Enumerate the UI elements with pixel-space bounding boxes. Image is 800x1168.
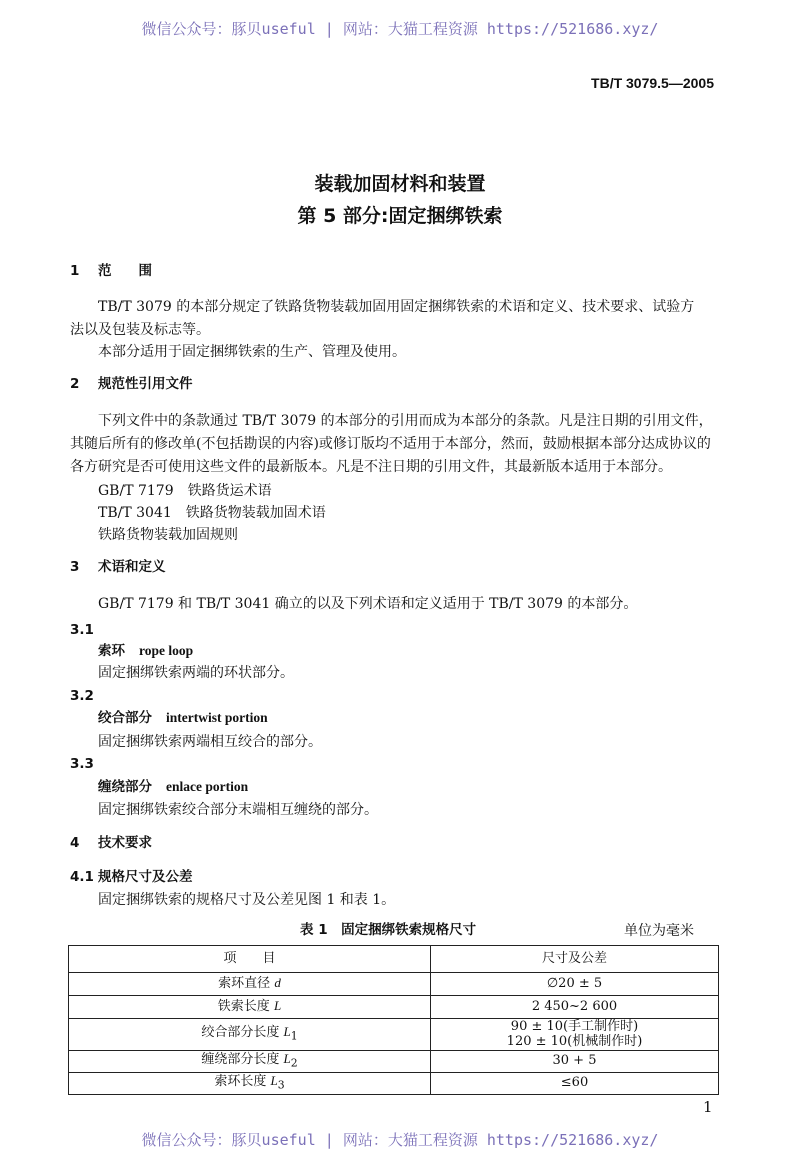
reference-item: GB/T 7179 铁路货运术语 bbox=[98, 483, 272, 499]
value-cell: 30 + 5 bbox=[431, 1051, 719, 1073]
paragraph: GB/T 7179 和 TB/T 3041 确立的以及下列术语和定义适用于 TB/T 3079 的本部分。 bbox=[98, 596, 638, 612]
watermark-top: 微信公众号：豚贝useful | 网站：大猫工程资源 https://521686.xyz/ bbox=[141, 20, 659, 38]
standard-code: TB/T 3079.5—2005 bbox=[591, 75, 714, 91]
term-number: 3.1 bbox=[70, 622, 94, 638]
term bbox=[98, 644, 193, 659]
term-en: intertwist portion bbox=[166, 710, 268, 725]
paragraph: 各方研究是否可使用这些文件的最新版本。凡是不注日期的引用文件，其最新版本适用于本部分。 bbox=[70, 459, 672, 475]
reference-item: TB/T 3041 铁路货物装载加固术语 bbox=[98, 505, 326, 521]
term bbox=[98, 780, 248, 795]
page-number: 1 bbox=[703, 1098, 713, 1116]
term-zh: 缠绕部分 bbox=[98, 779, 152, 795]
table-caption: 表 1 固定捆绑铁索规格尺寸 bbox=[300, 922, 477, 938]
table-row bbox=[69, 1019, 719, 1051]
section-2-heading bbox=[70, 378, 193, 392]
paragraph: 固定捆绑铁索的规格尺寸及公差见图 1 和表 1。 bbox=[98, 892, 396, 908]
section-4-heading bbox=[70, 837, 152, 851]
section-title: 术语和定义 bbox=[98, 559, 166, 575]
section-number: 3 bbox=[70, 559, 80, 575]
reference-item: 铁路货物装载加固规则 bbox=[98, 527, 238, 543]
section-number: 4.1 bbox=[70, 869, 94, 885]
section-3-heading bbox=[70, 561, 166, 575]
item-cell: 绞合部分长度 $L_1$ bbox=[69, 1019, 431, 1051]
term-zh: 绞合部分 bbox=[98, 710, 152, 726]
section-1-heading bbox=[70, 265, 152, 279]
term-definition: 固定捆绑铁索两端的环状部分。 bbox=[98, 665, 294, 681]
value-cell: 90 ± 10(手工制作时) 120 ± 10(机械制作时) bbox=[431, 1019, 719, 1051]
doc-title: 装载加固材料和装置 bbox=[314, 173, 486, 195]
term-definition: 固定捆绑铁索两端相互绞合的部分。 bbox=[98, 734, 322, 750]
section-number: 2 bbox=[70, 376, 80, 392]
table-header-row bbox=[69, 946, 719, 973]
value-cell: ≤60 bbox=[431, 1073, 719, 1095]
term-definition: 固定捆绑铁索绞合部分末端相互缠绕的部分。 bbox=[98, 802, 378, 818]
header-cell: 尺寸及公差 bbox=[431, 946, 719, 973]
term-en: rope loop bbox=[139, 643, 194, 658]
table-unit: 单位为毫米 bbox=[624, 923, 694, 939]
term-number: 3.3 bbox=[70, 756, 94, 772]
header-cell: 项 目 bbox=[69, 946, 431, 973]
value-cell: 2 450~2 600 bbox=[431, 996, 719, 1019]
table-row bbox=[69, 1051, 719, 1073]
item-cell: 缠绕部分长度 $L_2$ bbox=[69, 1051, 431, 1073]
item-cell: 索环长度 $L_3$ bbox=[69, 1073, 431, 1095]
item-cell: 铁索长度 L bbox=[69, 996, 431, 1019]
item-cell: 索环直径 d bbox=[69, 973, 431, 996]
paragraph: 其随后所有的修改单(不包括勘误的内容)或修订版均不适用于本部分，然而，鼓励根据本部分达成协议的 bbox=[70, 436, 711, 452]
subsection-4-1-heading bbox=[70, 871, 193, 885]
section-title: 规范性引用文件 bbox=[98, 376, 193, 392]
spec-table bbox=[68, 945, 719, 1095]
section-number: 4 bbox=[70, 835, 80, 851]
section-number: 1 bbox=[70, 263, 80, 279]
term bbox=[98, 711, 268, 726]
term-zh: 索环 bbox=[98, 643, 125, 659]
value-cell: ∅20 ± 5 bbox=[431, 973, 719, 996]
paragraph: 下列文件中的条款通过 TB/T 3079 的本部分的引用而成为本部分的条款。凡是注日期的引用文件， bbox=[98, 413, 713, 429]
table-row bbox=[69, 996, 719, 1019]
watermark-bottom: 微信公众号：豚贝useful | 网站：大猫工程资源 https://521686.xyz/ bbox=[141, 1131, 659, 1149]
paragraph: 本部分适用于固定捆绑铁索的生产、管理及使用。 bbox=[98, 344, 406, 360]
term-number: 3.2 bbox=[70, 688, 94, 704]
section-title: 范 围 bbox=[98, 263, 152, 279]
doc-subtitle: 第 5 部分:固定捆绑铁索 bbox=[297, 205, 503, 227]
section-title: 规格尺寸及公差 bbox=[98, 869, 193, 885]
section-title: 技术要求 bbox=[98, 835, 152, 851]
paragraph: TB/T 3079 的本部分规定了铁路货物装载加固用固定捆绑铁索的术语和定义、技术要求、试验方 bbox=[98, 299, 695, 315]
table-row bbox=[69, 973, 719, 996]
paragraph: 法以及包装及标志等。 bbox=[70, 322, 210, 338]
table-row bbox=[69, 1073, 719, 1095]
term-en: enlace portion bbox=[166, 779, 249, 794]
